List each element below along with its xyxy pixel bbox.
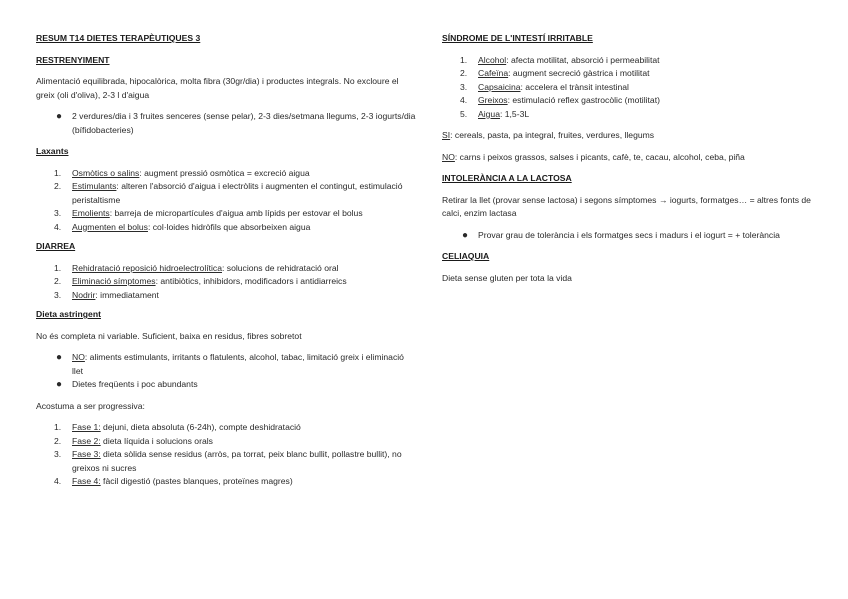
item-text: : 1,5-3L	[499, 108, 530, 119]
item-text: : col·loides hidròfils que absorbeixen aigua	[147, 221, 311, 232]
no-text: : carns i peixos grassos, salses i picants, cafè, te, cacau, alcohol, ceba, piña	[454, 151, 745, 162]
item-text: fàcil digestió (pastes blanques, proteïnes magres)	[100, 476, 293, 486]
list-item	[442, 81, 822, 95]
intesti-no-line	[442, 151, 822, 165]
intesti-heading: SÍNDROME DE L'INTESTÍ IRRITABLE	[442, 33, 593, 43]
item-number: 3.	[54, 289, 62, 300]
item-number: 4.	[54, 221, 62, 232]
item-text: : antibiòtics, inhibidors, modificadors i antidiarreics	[155, 276, 347, 286]
left-column	[36, 32, 416, 489]
si-text: : cereals, pasta, pa integral, fruites, verdures, llegums	[450, 130, 655, 140]
item-number: 2.	[460, 68, 468, 78]
list-item	[36, 475, 416, 489]
item-text: : accelera el trànsit intestinal	[520, 81, 629, 92]
item-text: dieta sòlida sense residus (arròs, pa torrat, peix blanc bullit, pollastre bullit), no greixos ni sucres	[72, 449, 402, 473]
list-item	[36, 221, 416, 235]
astringent-progressive-text: Acostuma a ser progressiva:	[36, 400, 145, 411]
item-term: Nodrir	[72, 289, 96, 300]
item-text: : augment pressió osmòtica = excreció aigua	[139, 167, 310, 178]
list-item	[36, 448, 416, 475]
item-number: 1.	[54, 422, 62, 432]
intesti-list	[442, 54, 822, 122]
list-item	[36, 378, 416, 392]
right-column	[442, 32, 822, 285]
item-text: : estimulació reflex gastrocòlic (motilitat)	[507, 95, 660, 105]
item-number: 1.	[460, 54, 468, 65]
list-item	[36, 262, 416, 276]
list-item	[36, 435, 416, 449]
restrenyiment-list	[36, 110, 416, 137]
item-number: 1.	[54, 262, 62, 273]
item-number: 4.	[460, 95, 468, 105]
item-number: 3.	[54, 449, 62, 459]
list-item	[442, 67, 822, 81]
bullet-icon: ●	[56, 379, 63, 390]
restrenyiment-paragraph: Alimentació equilibrada, hipocalòrica, molta fibra (30gr/dia) i productes integrals. No excloure el greix (oli d'oliva), 2-3 l d'aigua	[36, 76, 399, 100]
item-text: : immediatament	[95, 289, 159, 300]
item-term: Cafeïna	[478, 68, 509, 78]
list-item	[442, 54, 822, 68]
laxants-list	[36, 167, 416, 235]
document-title: RESUM T14 DIETES TERAPÈUTIQUES 3	[36, 33, 201, 43]
item-term: Fase 3:	[72, 449, 101, 459]
item-term: Alcohol	[478, 54, 507, 65]
item-term: Aigua	[478, 108, 500, 119]
list-item	[36, 351, 416, 378]
lactosa-list	[442, 229, 822, 243]
item-number: 2.	[54, 276, 62, 286]
bullet-icon: ●	[462, 229, 469, 241]
list-item	[36, 110, 416, 137]
astringent-heading: Dieta astringent	[36, 309, 101, 319]
no-term: NO	[442, 151, 455, 162]
list-item	[442, 229, 822, 243]
item-term: Fase 2:	[72, 435, 101, 446]
item-term: Augmenten el bolus	[72, 221, 148, 232]
si-term: SI	[442, 130, 451, 140]
item-number: 1.	[54, 167, 62, 178]
list-item	[442, 94, 822, 108]
item-number: 5.	[460, 108, 468, 119]
item-number: 3.	[460, 81, 468, 92]
item-text: : augment secreció gàstrica i motilitat	[508, 68, 650, 78]
list-item	[36, 275, 416, 289]
bullet-icon: ●	[56, 352, 63, 363]
lactosa-heading: INTOLERÀNCIA A LA LACTOSA	[442, 173, 572, 183]
diarrea-list	[36, 262, 416, 303]
item-text: dejuni, dieta absoluta (6-24h), compte deshidratació	[100, 422, 301, 432]
astringent-list	[36, 351, 416, 392]
item-term: Greixos	[478, 95, 508, 105]
item-term: Osmòtics o salins	[72, 167, 140, 178]
item-term: Fase 4:	[72, 476, 101, 486]
fases-list	[36, 421, 416, 489]
laxants-heading: Laxants	[36, 146, 69, 156]
celiaquia-paragraph: Dieta sense gluten per tota la vida	[442, 272, 572, 283]
list-item	[36, 180, 416, 207]
restrenyiment-bullet-text: 2 verdures/dia i 3 fruites senceres (sense pelar), 2-3 dies/setmana llegums, 2-3 iogurts/dia (bífidobacteries)	[72, 111, 416, 135]
list-item	[442, 108, 822, 122]
list-item	[36, 167, 416, 181]
lactosa-bullet-text: Provar grau de tolerància i els formatges secs i madurs i el iogurt = + tolerància	[478, 229, 780, 240]
item-number: 2.	[54, 435, 62, 446]
item-text: : aliments estimulants, irritants o flatulents, alcohol, tabac, limitació greix i eliminació llet	[72, 352, 404, 376]
item-text: : barreja de micropartícules d'aigua amb lípids per estovar el bolus	[109, 208, 363, 218]
lactosa-paragraph: Retirar la llet (provar sense lactosa) i segons símptomes → iogurts, formatges… = altres fonts de calci, enzim lactasa	[442, 194, 811, 218]
item-text: dieta líquida i solucions orals	[100, 435, 213, 446]
item-number: 3.	[54, 208, 62, 218]
item-term: Eliminació símptomes	[72, 276, 156, 286]
item-term: Fase 1:	[72, 422, 101, 432]
item-text: : afecta motilitat, absorció i permeabilitat	[506, 54, 660, 65]
list-item	[36, 289, 416, 303]
intesti-si-line	[442, 129, 822, 143]
restrenyiment-heading: RESTRENYIMENT	[36, 54, 110, 65]
bullet-icon: ●	[56, 111, 63, 122]
item-text: : solucions de rehidratació oral	[222, 262, 339, 273]
item-text: Dietes freqüents i poc abundants	[72, 379, 198, 389]
item-number: 2.	[54, 181, 62, 191]
item-term: Estimulants	[72, 181, 117, 191]
celiaquia-heading: CELIAQUIA	[442, 251, 490, 261]
diarrea-heading: DIARREA	[36, 241, 76, 251]
item-term: Emolients	[72, 208, 110, 218]
item-term: Rehidratació reposició hidroelectrolítica	[72, 262, 222, 273]
astringent-paragraph: No és completa ni variable. Suficient, baixa en residus, fibres sobretot	[36, 330, 302, 341]
list-item	[36, 421, 416, 435]
item-term: NO	[72, 352, 85, 362]
item-text: : alteren l'absorció d'aigua i electròlits i augmenten el contingut, estimulació peristaltisme	[72, 181, 403, 205]
item-term: Capsaicina	[478, 81, 521, 92]
item-number: 4.	[54, 476, 62, 486]
list-item	[36, 207, 416, 221]
